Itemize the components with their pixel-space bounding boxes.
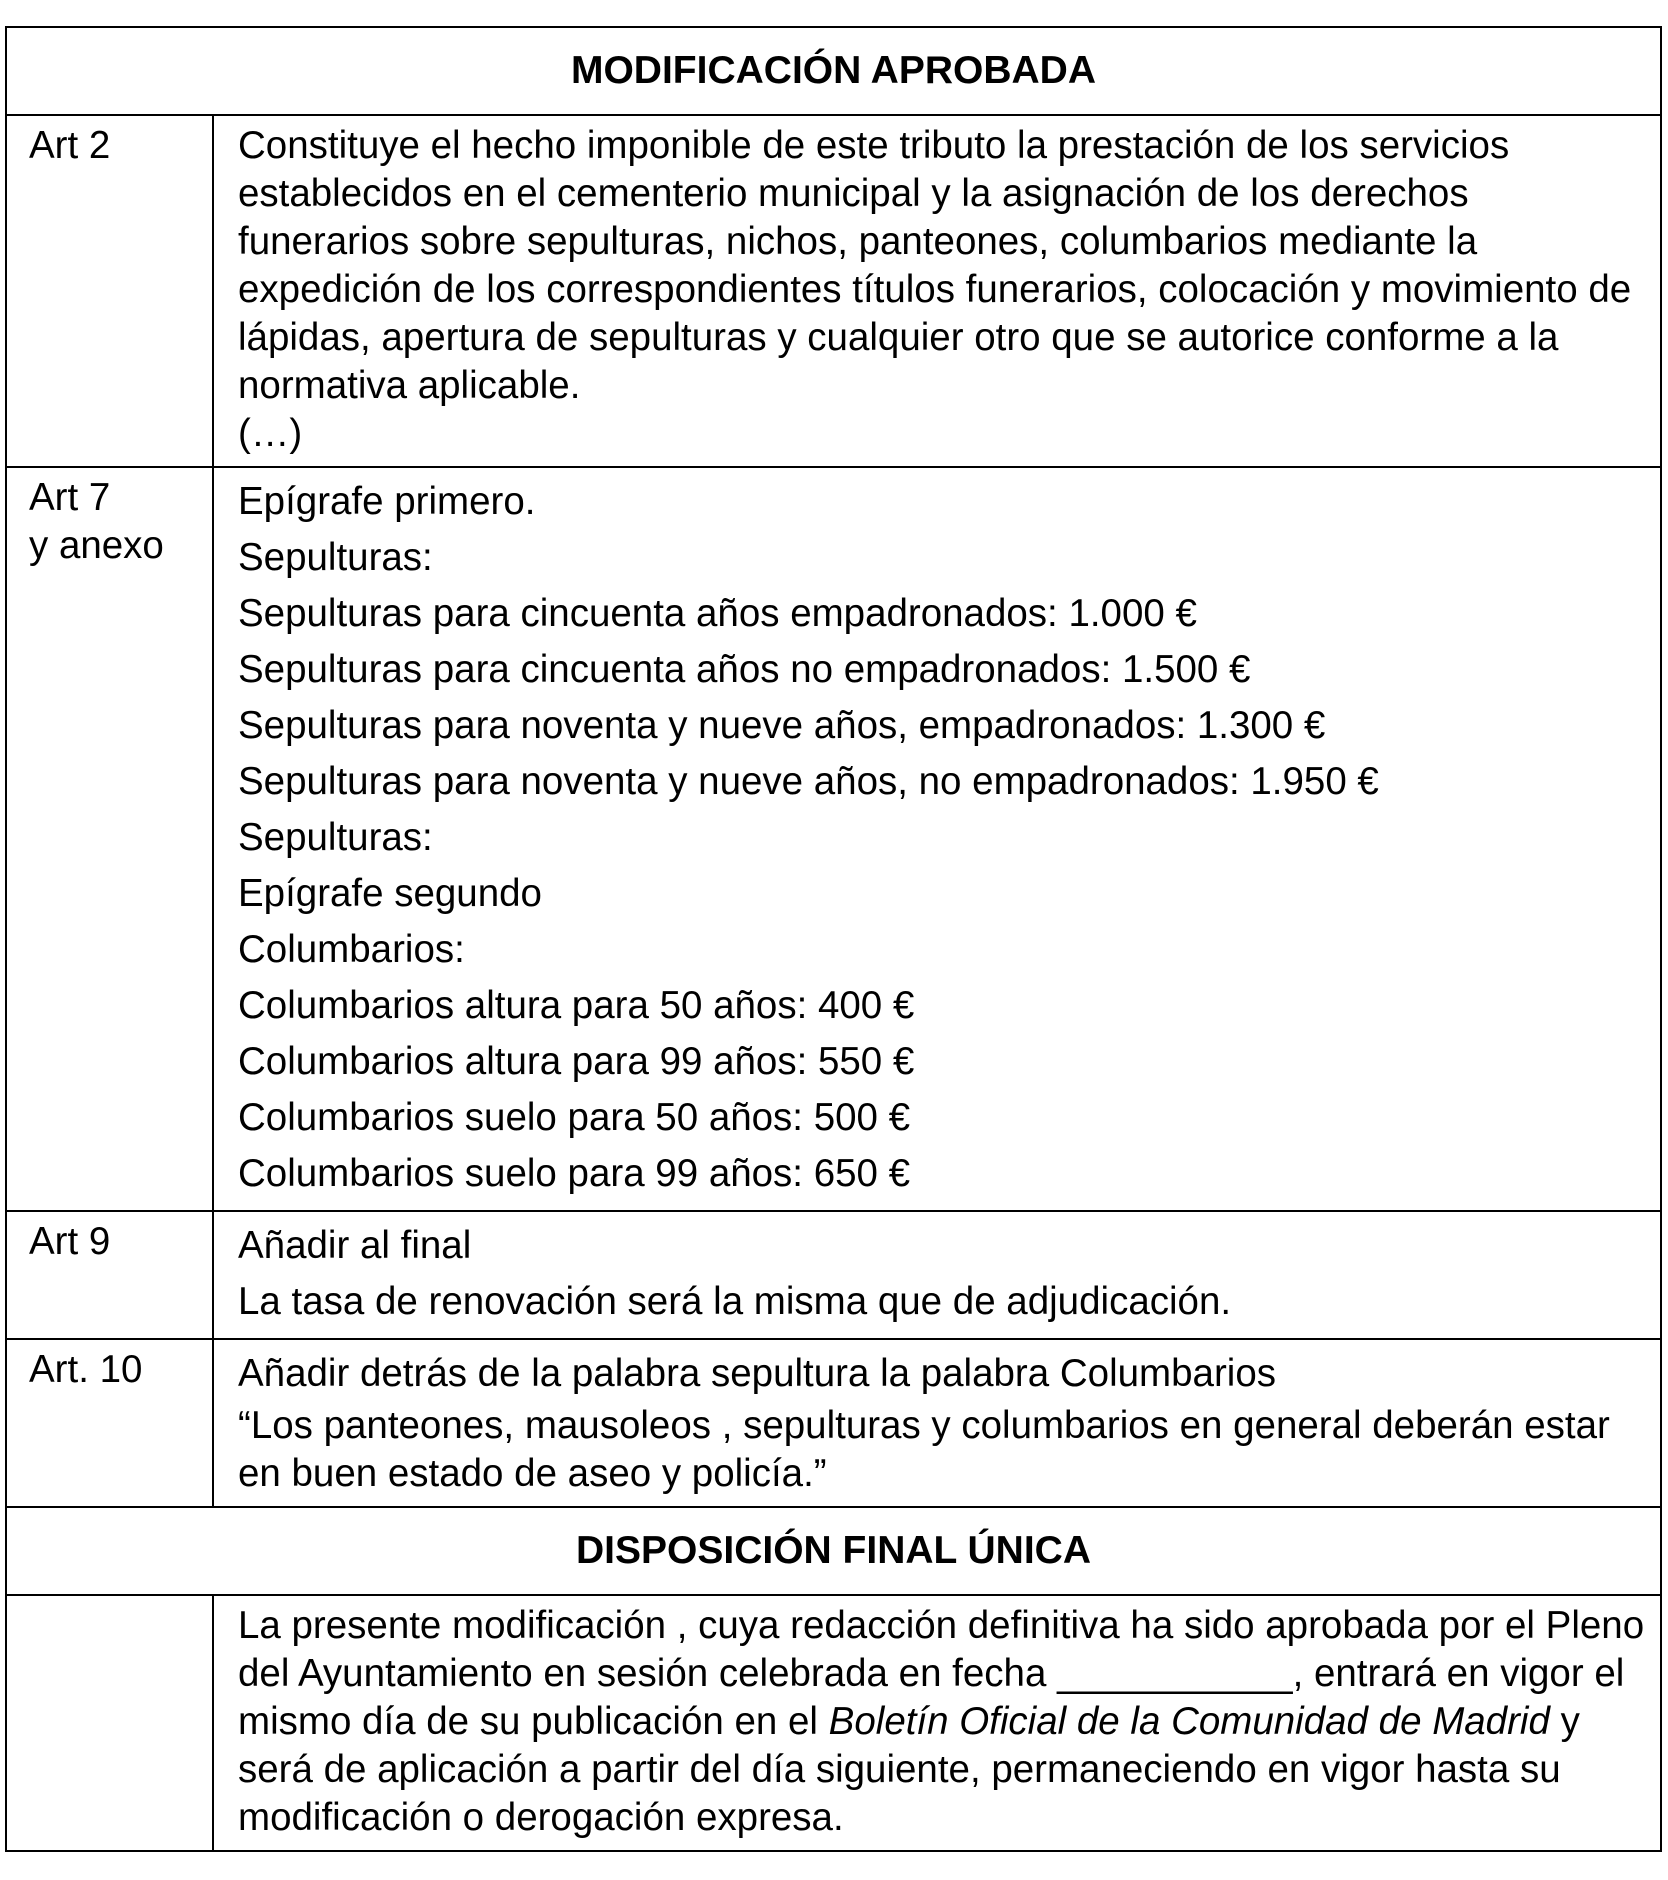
article-label-empty [6, 1595, 213, 1851]
disposicion-title: DISPOSICIÓN FINAL ÚNICA [6, 1507, 1661, 1595]
table-row-art10 [6, 1339, 1661, 1507]
art2-text: Constituye el hecho imponible de este tributo la prestación de los servicios establecidos en el cementerio municipal y la asignación de los derechos funerarios sobre sepulturas, nichos, panteones, columbarios mediante la expedición de los correspondientes títulos funerarios, colocación y movimiento de lápidas, apertura de sepulturas y cualquier otro que se autorice conforme a la normativa aplicable. [238, 124, 1632, 407]
fee-line: Columbarios suelo para 50 años: 500 € [238, 1096, 911, 1139]
article-label: Art 2 [6, 115, 213, 467]
boletin-reference: Boletín Oficial de la Comunidad de Madrid [828, 1700, 1550, 1743]
section-header-row [6, 1507, 1661, 1595]
modificacion-title: MODIFICACIÓN APROBADA [6, 27, 1661, 115]
fee-line: Sepulturas: [238, 536, 433, 579]
art7-label-line2: y anexo [29, 524, 164, 567]
article-content [213, 1211, 1661, 1339]
fee-line: Sepulturas: [238, 816, 433, 859]
art10-line2: “Los panteones, mausoleos , sepulturas y columbarios en general deberán estar en buen estado de aseo y policía.” [238, 1404, 1610, 1495]
fee-line: Sepulturas para noventa y nueve años, no empadronados: 1.950 € [238, 760, 1379, 803]
fee-line: Columbarios altura para 50 años: 400 € [238, 984, 915, 1027]
table-row-art9 [6, 1211, 1661, 1339]
section-header-row [6, 27, 1661, 115]
table-row-art2 [6, 115, 1661, 467]
art2-ellipsis: (…) [238, 412, 303, 455]
table-row-art7 [6, 467, 1661, 1211]
art7-label-line1: Art 7 [29, 476, 111, 519]
article-content [213, 1339, 1661, 1507]
fee-line: Sepulturas para cincuenta años empadronados: 1.000 € [238, 592, 1197, 635]
modification-table [5, 26, 1662, 1852]
article-content [213, 467, 1661, 1211]
fee-line: Columbarios suelo para 99 años: 650 € [238, 1152, 911, 1195]
final-text-before: La presente modificación , cuya redacción definitiva ha sido aprobada por el Pleno del Ayuntamiento en sesión celebrada en fecha ___________, entrará en vigor el mismo día de su publicación en el [238, 1604, 1645, 1743]
article-label [6, 467, 213, 1211]
fee-line: Sepulturas para cincuenta años no empadronados: 1.500 € [238, 648, 1251, 691]
article-label: Art. 10 [6, 1339, 213, 1507]
fee-line: Sepulturas para noventa y nueve años, empadronados: 1.300 € [238, 704, 1326, 747]
article-content [213, 115, 1661, 467]
art9-line2: La tasa de renovación será la misma que de adjudicación. [238, 1280, 1232, 1323]
article-label: Art 9 [6, 1211, 213, 1339]
fee-line: Epígrafe primero. [238, 480, 536, 523]
table-row-final [6, 1595, 1661, 1851]
fee-line: Columbarios altura para 99 años: 550 € [238, 1040, 915, 1083]
art9-line1: Añadir al final [238, 1224, 472, 1267]
fee-line: Columbarios: [238, 928, 465, 971]
final-content [213, 1595, 1661, 1851]
final-text-after: y será de aplicación a partir del día siguiente, permaneciendo en vigor hasta su modificación o derogación expresa. [238, 1700, 1580, 1839]
fee-line: Epígrafe segundo [238, 872, 542, 915]
art10-line1: Añadir detrás de la palabra sepultura la palabra Columbarios [238, 1352, 1276, 1395]
